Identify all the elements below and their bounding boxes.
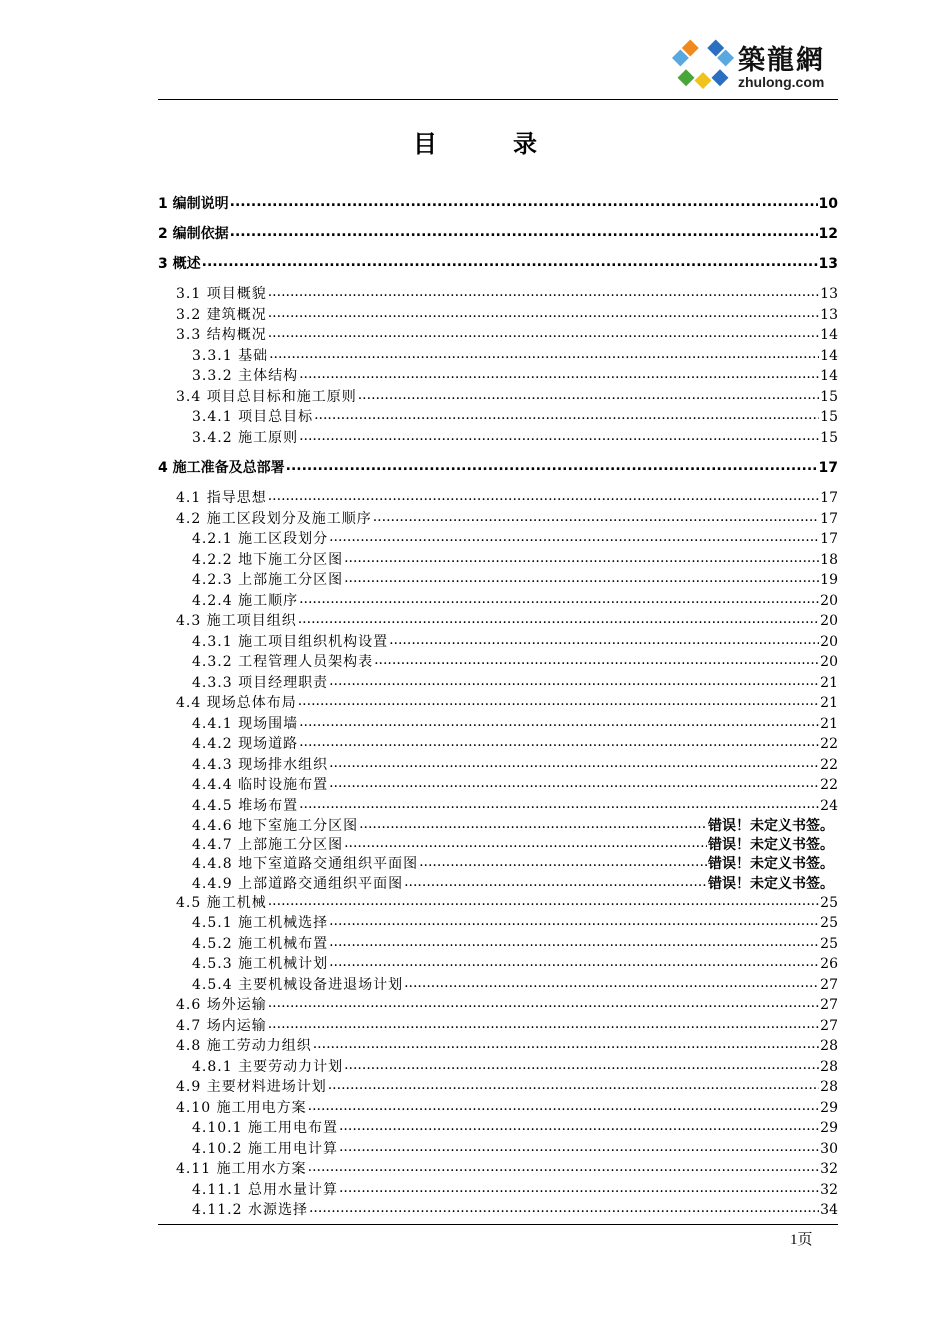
toc-entry-page: 15 [820, 430, 838, 446]
toc-entry[interactable] [192, 853, 834, 873]
toc-entry[interactable] [192, 528, 838, 548]
toc-leader-dots [329, 673, 819, 687]
toc-entry-page: 28 [820, 1079, 838, 1095]
toc-entry[interactable] [192, 406, 838, 426]
toc-leader-dots [268, 325, 819, 339]
toc-entry[interactable] [192, 912, 838, 932]
toc-entry[interactable] [192, 569, 838, 589]
toc-leader-dots [339, 1118, 819, 1132]
toc-entry-page: 29 [820, 1100, 838, 1116]
page-title [0, 124, 950, 159]
toc-entry[interactable] [176, 610, 838, 630]
toc-entry-page: 22 [820, 757, 838, 773]
footer-rule [158, 1224, 838, 1225]
toc-entry-page: 20 [820, 613, 838, 629]
toc-entry-page: 13 [818, 256, 838, 272]
toc-entry[interactable] [176, 994, 838, 1014]
toc-entry-page: 12 [818, 226, 838, 242]
toc-entry-error: 错误！未定义书签。 [708, 856, 834, 872]
toc-entry-label: 4.2.3 上部施工分区图 [192, 572, 344, 588]
toc-entry-label: 4.2.2 地下施工分区图 [192, 552, 344, 568]
toc-entry-page: 21 [820, 675, 838, 691]
toc-entry-page: 28 [820, 1038, 838, 1054]
toc-entry-label: 4.8.1 主要劳动力计划 [192, 1059, 344, 1075]
toc-entry[interactable] [176, 1076, 838, 1096]
toc-entry-page: 15 [820, 409, 838, 425]
toc-entry[interactable] [158, 223, 838, 243]
toc-leader-dots [309, 1200, 819, 1214]
toc-leader-dots [268, 893, 819, 907]
toc-entry-page: 25 [820, 895, 838, 911]
toc-entry-label: 4.11.1 总用水量计算 [192, 1182, 338, 1198]
toc-entry-label: 2 编制依据 [158, 226, 229, 242]
logo-english-text: zhulong.com [738, 74, 825, 90]
toc-leader-dots [344, 550, 819, 564]
toc-entry[interactable] [192, 427, 838, 447]
toc-leader-dots [299, 714, 819, 728]
toc-entry-label: 4.7 场内运输 [176, 1018, 267, 1034]
toc-entry[interactable] [176, 892, 838, 912]
toc-entry-page: 32 [820, 1161, 838, 1177]
toc-entry-label: 3.4.2 施工原则 [192, 430, 299, 446]
toc-entry-label: 4.11.2 水源选择 [192, 1202, 308, 1218]
toc-entry[interactable] [176, 1158, 838, 1178]
toc-entry[interactable] [192, 873, 834, 893]
toc-leader-dots [329, 934, 819, 948]
toc-entry-page: 27 [820, 1018, 838, 1034]
toc-entry-error: 错误！未定义书签。 [708, 837, 834, 853]
toc-entry[interactable] [192, 365, 838, 385]
toc-entry[interactable] [176, 386, 838, 406]
toc-leader-dots [329, 954, 819, 968]
toc-entry-label: 4.4.9 上部道路交通组织平面图 [192, 876, 404, 892]
toc-entry[interactable] [192, 549, 838, 569]
toc-entry[interactable] [192, 631, 838, 651]
toc-entry[interactable] [192, 1138, 838, 1158]
toc-leader-dots [339, 1139, 819, 1153]
toc-entry-label: 4.4.3 现场排水组织 [192, 757, 329, 773]
toc-entry-label: 4.2.4 施工顺序 [192, 593, 299, 609]
toc-leader-dots [374, 652, 819, 666]
toc-entry-page: 14 [820, 348, 838, 364]
toc-entry-page: 17 [820, 531, 838, 547]
title-char-1: 目 [413, 130, 437, 158]
toc-entry-label: 4.5.2 施工机械布置 [192, 936, 329, 952]
toc-entry-label: 4 施工准备及总部署 [158, 460, 285, 476]
toc-leader-dots [329, 913, 819, 927]
toc-entry-page: 10 [818, 196, 838, 212]
toc-entry[interactable] [176, 692, 838, 712]
toc-entry-page: 20 [820, 593, 838, 609]
toc-leader-dots [268, 284, 819, 298]
toc-leader-dots [299, 734, 819, 748]
toc-entry[interactable] [192, 1179, 838, 1199]
toc-leader-dots [329, 755, 819, 769]
toc-entry-page: 24 [820, 798, 838, 814]
toc-entry-label: 4.4 现场总体布局 [176, 695, 297, 711]
toc-entry-error: 错误！未定义书签。 [708, 876, 834, 892]
toc-entry[interactable] [192, 754, 838, 774]
toc-leader-dots [344, 835, 707, 849]
toc-leader-dots [344, 1057, 819, 1071]
toc-entry-label: 3.3.2 主体结构 [192, 368, 299, 384]
toc-entry[interactable] [158, 253, 838, 273]
toc-entry-page: 30 [820, 1141, 838, 1157]
toc-leader-dots [286, 458, 818, 472]
toc-entry[interactable] [192, 345, 838, 365]
toc-entry-page: 18 [820, 552, 838, 568]
toc-leader-dots [230, 194, 818, 208]
toc-entry[interactable] [176, 1035, 838, 1055]
toc-entry-page: 25 [820, 936, 838, 952]
toc-entry-label: 4.4.7 上部施工分区图 [192, 837, 344, 853]
toc-entry-label: 4.3 施工项目组织 [176, 613, 297, 629]
toc-leader-dots [308, 1159, 820, 1173]
toc-leader-dots [268, 995, 819, 1009]
toc-entry-page: 22 [820, 736, 838, 752]
toc-entry[interactable] [176, 508, 838, 528]
toc-leader-dots [268, 1016, 819, 1030]
toc-entry-page: 25 [820, 915, 838, 931]
toc-entry-label: 4.5.1 施工机械选择 [192, 915, 329, 931]
toc-leader-dots [313, 1036, 819, 1050]
toc-entry-label: 4.4.6 地下室施工分区图 [192, 818, 359, 834]
toc-leader-dots [268, 488, 819, 502]
toc-entry-label: 3 概述 [158, 256, 201, 272]
toc-entry-page: 28 [820, 1059, 838, 1075]
toc-leader-dots [298, 693, 819, 707]
toc-entry-page: 17 [820, 511, 838, 527]
toc-entry[interactable] [192, 713, 838, 733]
toc-entry[interactable] [176, 324, 838, 344]
toc-entry-label: 4.10 施工用电方案 [176, 1100, 307, 1116]
toc-entry-page: 32 [820, 1182, 838, 1198]
toc-entry-label: 4.4.8 地下室道路交通组织平面图 [192, 856, 419, 872]
toc-entry-label: 3.4.1 项目总目标 [192, 409, 314, 425]
toc-leader-dots [308, 1098, 820, 1112]
toc-leader-dots [419, 854, 707, 868]
toc-entry[interactable] [176, 487, 838, 507]
toc-leader-dots [299, 591, 819, 605]
toc-leader-dots [404, 975, 819, 989]
toc-leader-dots [358, 387, 819, 401]
toc-entry-label: 4.4.1 现场围墙 [192, 716, 299, 732]
toc-entry-label: 4.10.2 施工用电计算 [192, 1141, 338, 1157]
toc-entry[interactable] [158, 193, 838, 213]
logo-mark-icon [672, 34, 734, 96]
toc-entry[interactable] [176, 304, 838, 324]
toc-leader-dots [329, 775, 819, 789]
toc-leader-dots [299, 428, 819, 442]
toc-entry-page: 20 [820, 634, 838, 650]
toc-entry[interactable] [176, 1097, 838, 1117]
toc-entry-label: 3.2 建筑概况 [176, 307, 267, 323]
toc-entry-page: 13 [820, 307, 838, 323]
toc-entry[interactable] [192, 651, 838, 671]
toc-entry-label: 4.5.3 施工机械计划 [192, 956, 329, 972]
toc-leader-dots [329, 529, 819, 543]
toc-entry-label: 4.2.1 施工区段划分 [192, 531, 329, 547]
toc-entry[interactable] [176, 1015, 838, 1035]
toc-entry-label: 4.4.4 临时设施布置 [192, 777, 329, 793]
toc-entry[interactable] [192, 974, 838, 994]
toc-entry-page: 27 [820, 977, 838, 993]
toc-entry-page: 20 [820, 654, 838, 670]
toc-entry[interactable] [192, 1199, 838, 1219]
toc-leader-dots [268, 305, 819, 319]
toc-entry-error: 错误！未定义书签。 [708, 818, 834, 834]
toc-leader-dots [230, 224, 818, 238]
title-char-2: 录 [513, 130, 537, 158]
toc-leader-dots [328, 1077, 819, 1091]
toc-entry[interactable] [192, 590, 838, 610]
toc-entry-label: 3.3 结构概况 [176, 327, 267, 343]
toc-leader-dots [373, 509, 819, 523]
toc-entry-label: 4.6 场外运输 [176, 997, 267, 1013]
toc-leader-dots [269, 346, 819, 360]
header-rule [158, 99, 838, 100]
toc-entry[interactable] [192, 672, 838, 692]
toc-entry-label: 4.2 施工区段划分及施工顺序 [176, 511, 372, 527]
toc-entry[interactable] [192, 933, 838, 953]
toc-entry-label: 4.4.2 现场道路 [192, 736, 299, 752]
toc-entry-label: 4.3.1 施工项目组织机构设置 [192, 634, 389, 650]
toc-entry-page: 21 [820, 716, 838, 732]
toc-leader-dots [202, 254, 818, 268]
toc-entry-page: 17 [820, 490, 838, 506]
toc-entry-label: 4.4.5 堆场布置 [192, 798, 299, 814]
toc-leader-dots [359, 816, 707, 830]
toc-leader-dots [314, 407, 819, 421]
toc-entry-label: 4.5.4 主要机械设备进退场计划 [192, 977, 404, 993]
toc-entry-page: 17 [818, 460, 838, 476]
toc-entry[interactable] [192, 815, 834, 835]
toc-entry-label: 4.11 施工用水方案 [176, 1161, 307, 1177]
toc-leader-dots [344, 570, 819, 584]
toc-leader-dots [299, 366, 819, 380]
toc-entry-page: 21 [820, 695, 838, 711]
toc-entry-label: 3.1 项目概貌 [176, 286, 267, 302]
toc-entry[interactable] [192, 953, 838, 973]
toc-entry-page: 27 [820, 997, 838, 1013]
toc-entry-page: 26 [820, 956, 838, 972]
toc-entry-label: 4.3.3 项目经理职责 [192, 675, 329, 691]
toc-entry-page: 19 [820, 572, 838, 588]
toc-entry[interactable] [192, 733, 838, 753]
toc-entry-label: 4.9 主要材料进场计划 [176, 1079, 327, 1095]
toc-leader-dots [404, 874, 707, 888]
page-number: 1页 [790, 1232, 813, 1248]
toc-entry-page: 34 [820, 1202, 838, 1218]
toc-entry-label: 4.5 施工机械 [176, 895, 267, 911]
toc-leader-dots [339, 1180, 819, 1194]
toc-entry[interactable] [192, 774, 838, 794]
toc-entry-label: 4.8 施工劳动力组织 [176, 1038, 312, 1054]
toc-entry[interactable] [192, 1056, 838, 1076]
toc-entry-page: 13 [820, 286, 838, 302]
toc-leader-dots [389, 632, 819, 646]
toc-entry-label: 1 编制说明 [158, 196, 229, 212]
toc-entry[interactable] [192, 834, 834, 854]
toc-entry-page: 14 [820, 327, 838, 343]
toc-entry[interactable] [158, 457, 838, 477]
toc-entry[interactable] [192, 795, 838, 815]
toc-entry-page: 15 [820, 389, 838, 405]
toc-entry-label: 4.3.2 工程管理人员架构表 [192, 654, 374, 670]
toc-entry-label: 3.4 项目总目标和施工原则 [176, 389, 357, 405]
toc-entry-page: 14 [820, 368, 838, 384]
toc-leader-dots [298, 611, 819, 625]
toc-entry[interactable] [192, 1117, 838, 1137]
toc-leader-dots [299, 796, 819, 810]
toc-entry-label: 4.1 指导思想 [176, 490, 267, 506]
toc-entry-label: 3.3.1 基础 [192, 348, 269, 364]
toc-entry-page: 22 [820, 777, 838, 793]
toc-entry-label: 4.10.1 施工用电布置 [192, 1120, 338, 1136]
toc-entry-page: 29 [820, 1120, 838, 1136]
toc-entry[interactable] [176, 283, 838, 303]
logo-chinese-text: 築龍網 [738, 45, 825, 76]
